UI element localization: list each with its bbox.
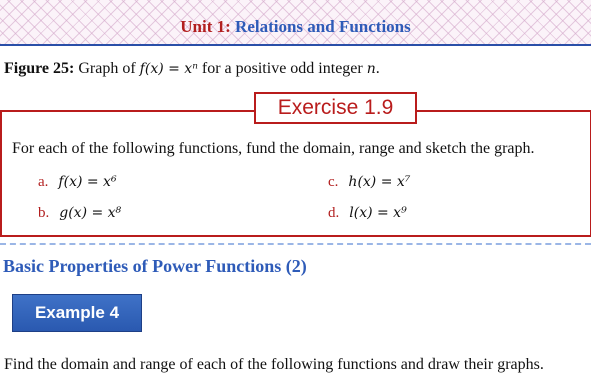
unit-topic: Relations and Functions [235, 17, 411, 36]
item-expression: l(x) = x⁹ [349, 205, 407, 221]
item-label: a. [38, 174, 49, 190]
section-divider [0, 243, 591, 245]
exercise-item-b [38, 205, 121, 222]
figure-text: Graph of [74, 60, 140, 77]
item-label: c. [328, 174, 339, 190]
exercise-intro: For each of the following functions, fund the domain, range and sketch the graph. [12, 140, 535, 157]
header-title [0, 17, 591, 37]
item-label: b. [38, 205, 50, 221]
figure-end: . [375, 60, 380, 77]
example-title: Example 4 [12, 294, 142, 332]
example-text: Find the domain and range of each of the following functions and draw their graphs. [4, 356, 544, 373]
item-expression: g(x) = x⁸ [59, 205, 122, 221]
header-separator: : [225, 17, 236, 36]
figure-text-2: for a positive odd integer [197, 60, 367, 77]
figure-variable: n [366, 61, 376, 77]
item-expression: h(x) = x⁷ [348, 174, 411, 190]
figure-label: Figure 25: [4, 60, 75, 77]
figure-function: f(x) = xⁿ [139, 61, 198, 77]
exercise-item-d [328, 205, 407, 222]
page-header [0, 0, 591, 46]
exercise-title: Exercise 1.9 [254, 92, 417, 124]
exercise-item-c [328, 174, 410, 191]
unit-label: Unit 1 [180, 17, 226, 36]
item-expression: f(x) = x⁶ [58, 174, 117, 190]
figure-caption [4, 60, 380, 78]
item-label: d. [328, 205, 340, 221]
exercise-item-a [38, 174, 117, 191]
section-heading: Basic Properties of Power Functions (2) [3, 256, 307, 276]
